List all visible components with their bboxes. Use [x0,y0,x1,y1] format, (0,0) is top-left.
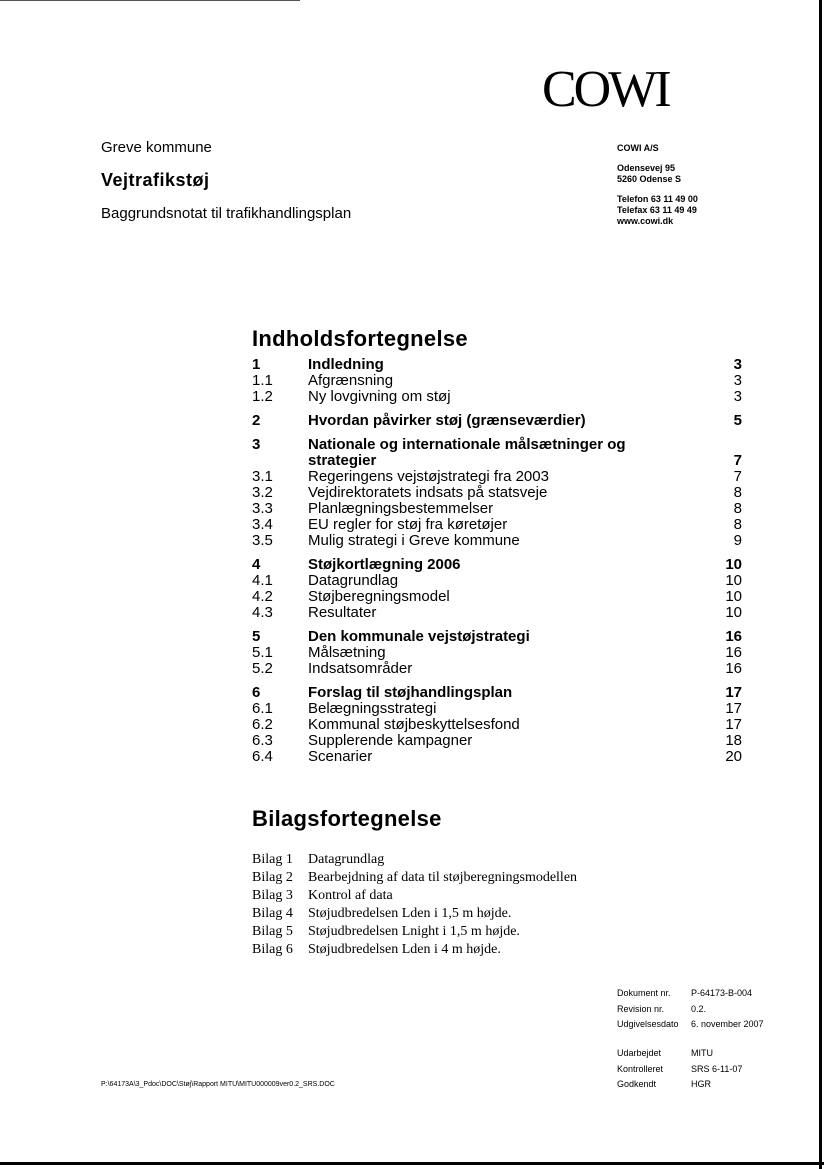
toc-page: 8 [733,516,742,533]
toc-title: Forslag til støjhandlingsplan [308,684,513,701]
metadata-key: Dokument nr. [617,988,671,998]
toc-title: Målsætning [308,644,386,661]
metadata-value: P-64173-B-004 [691,988,753,998]
toc-title: Mulig strategi i Greve kommune [308,532,520,549]
toc-entry[interactable] [252,661,742,677]
toc-entry[interactable] [252,501,742,517]
toc-page: 16 [725,644,742,661]
toc-number: 4.3 [252,604,273,621]
bottom-border [0,1162,824,1165]
toc-number: 3.4 [252,516,273,533]
toc-number: 3.2 [252,484,273,501]
toc-title: Supplerende kampagner [308,732,473,749]
toc-number: 3.3 [252,500,273,517]
company-address-city: 5260 Odense S [617,174,682,184]
toc-heading: Indholdsfortegnelse [252,326,468,351]
toc-number: 6.1 [252,700,273,717]
toc-number: 6 [252,684,261,701]
appendix-label: Bilag 2 [252,870,293,885]
toc-title: Støjkortlægning 2006 [308,556,461,573]
company-website[interactable]: www.cowi.dk [617,216,674,226]
metadata-value: 0.2. [691,1003,707,1014]
toc-title: Indsatsområder [308,660,413,677]
toc-page: 3 [733,388,742,405]
file-path-footer: P:\64173A\3_Pdoc\DOC\Støj\Rapport MITU\MITU000009ver0.2_SRS.DOC [101,1081,335,1088]
approval-key: Udarbejdet [617,1048,662,1058]
toc-page: 5 [733,412,742,429]
toc-title: Datagrundlag [308,572,399,589]
toc-entry[interactable] [252,749,742,765]
appendix-label: Bilag 4 [252,906,293,921]
top-edge-line [0,0,300,1]
toc-page: 8 [733,484,742,501]
toc-title: Resultater [308,604,377,621]
toc-title: Nationale og internationale målsætninger og strategier [308,436,626,469]
toc-entry[interactable] [252,629,742,645]
toc-number: 4.2 [252,588,273,605]
toc-entry[interactable] [252,485,742,501]
toc-number: 4.1 [252,572,273,589]
toc-number: 5.1 [252,644,273,661]
toc-number: 6.3 [252,732,273,749]
toc-number: 6.4 [252,748,273,765]
company-address-street: Odensevej 95 [617,163,676,173]
toc-title: Belægningsstrategi [308,700,437,717]
appendix-title: Støjudbredelsen Lden i 1,5 m højde. [308,906,512,921]
toc-entry[interactable] [252,373,742,389]
toc-title: Den kommunale vejstøjstrategi [308,628,530,645]
toc-page: 10 [725,604,742,621]
toc-entry[interactable] [252,717,742,733]
toc-page: 16 [725,628,742,645]
toc-entry[interactable] [252,437,742,469]
metadata-key: Udgivelsesdato [617,1019,679,1029]
toc-page: 9 [733,532,742,549]
toc-page: 18 [725,732,742,749]
toc-title: Indledning [308,356,384,373]
approval-key: Kontrolleret [617,1063,664,1074]
appendix-label: Bilag 3 [252,888,293,903]
toc-page: 16 [725,660,742,677]
approval-value: SRS 6-11-07 [691,1063,743,1074]
toc-title: Afgrænsning [308,372,394,389]
toc-entry[interactable] [252,389,742,405]
toc-title: EU regler for støj fra køretøjer [308,516,508,533]
toc-page: 20 [725,748,742,765]
toc-entry[interactable] [252,645,742,661]
appendix-title: Bearbejdning af data til støjberegningsmodellen [308,870,578,885]
toc-entry[interactable] [252,469,742,485]
toc-entry[interactable] [252,701,742,717]
toc-title: Ny lovgivning om støj [308,388,451,405]
toc-entry[interactable] [252,533,742,549]
appendix-label: Bilag 1 [252,852,293,867]
toc-number: 5 [252,628,261,645]
toc-entry[interactable] [252,685,742,701]
toc-page: 10 [725,588,742,605]
toc-entry[interactable] [252,605,742,621]
toc-entry[interactable] [252,589,742,605]
appendix-title: Kontrol af data [308,888,393,903]
approval-value: MITU [691,1048,713,1058]
table-of-contents [252,357,742,765]
company-phone: Telefon 63 11 49 00 [617,194,698,204]
toc-number: 5.2 [252,660,273,677]
appendix-title: Datagrundlag [308,852,385,867]
approval-value: HGR [691,1079,711,1089]
toc-number: 3.5 [252,532,273,549]
toc-entry[interactable] [252,733,742,749]
toc-number: 2 [252,412,261,429]
toc-number: 3 [252,436,261,453]
toc-entry[interactable] [252,557,742,573]
toc-entry[interactable] [252,573,742,589]
right-border [819,0,822,1169]
document-subtitle: Baggrundsnotat til trafikhandlingsplan [101,205,352,222]
toc-number: 4 [252,556,261,573]
toc-number: 3.1 [252,468,273,485]
toc-page: 17 [725,716,742,733]
toc-number: 1.2 [252,388,273,405]
company-logo: COWI [542,61,669,118]
toc-title: Scenarier [308,748,373,765]
toc-title: Støjberegningsmodel [308,588,450,605]
toc-page: 8 [733,500,742,517]
toc-entry[interactable] [252,357,742,373]
toc-title: Planlægningsbestemmelser [308,500,494,517]
approval-key: Godkendt [617,1079,657,1089]
metadata-value: 6. november 2007 [691,1019,764,1029]
client-name: Greve kommune [101,139,212,156]
appendix-heading: Bilagsfortegnelse [252,806,442,831]
appendix-title: Støjudbredelsen Lnight i 1,5 m højde. [308,924,520,939]
toc-title: Hvordan påvirker støj (grænseværdier) [308,412,586,429]
toc-number: 6.2 [252,716,273,733]
toc-entry[interactable] [252,517,742,533]
toc-page: 10 [725,556,742,573]
toc-title: Kommunal støjbeskyttelsesfond [308,716,520,733]
toc-number: 1 [252,356,261,373]
toc-title: Regeringens vejstøjstrategi fra 2003 [308,468,549,485]
company-fax: Telefax 63 11 49 49 [617,205,697,215]
toc-number: 1.1 [252,372,273,389]
toc-page: 7 [733,452,742,469]
toc-page: 17 [725,684,742,701]
metadata-key: Revision nr. [617,1003,665,1014]
appendix-label: Bilag 5 [252,924,293,939]
company-name: COWI A/S [617,143,659,153]
appendix-label: Bilag 6 [252,942,293,957]
toc-page: 3 [733,372,742,389]
toc-page: 17 [725,700,742,717]
toc-page: 3 [733,356,742,373]
toc-page: 7 [733,468,742,485]
company-contact-block [617,143,698,227]
toc-page: 10 [725,572,742,589]
toc-entry[interactable] [252,413,742,429]
toc-title: Vejdirektoratets indsats på statsveje [308,484,548,501]
appendix-title: Støjudbredelsen Lden i 4 m højde. [308,942,501,957]
document-title: Vejtrafikstøj [101,170,210,190]
